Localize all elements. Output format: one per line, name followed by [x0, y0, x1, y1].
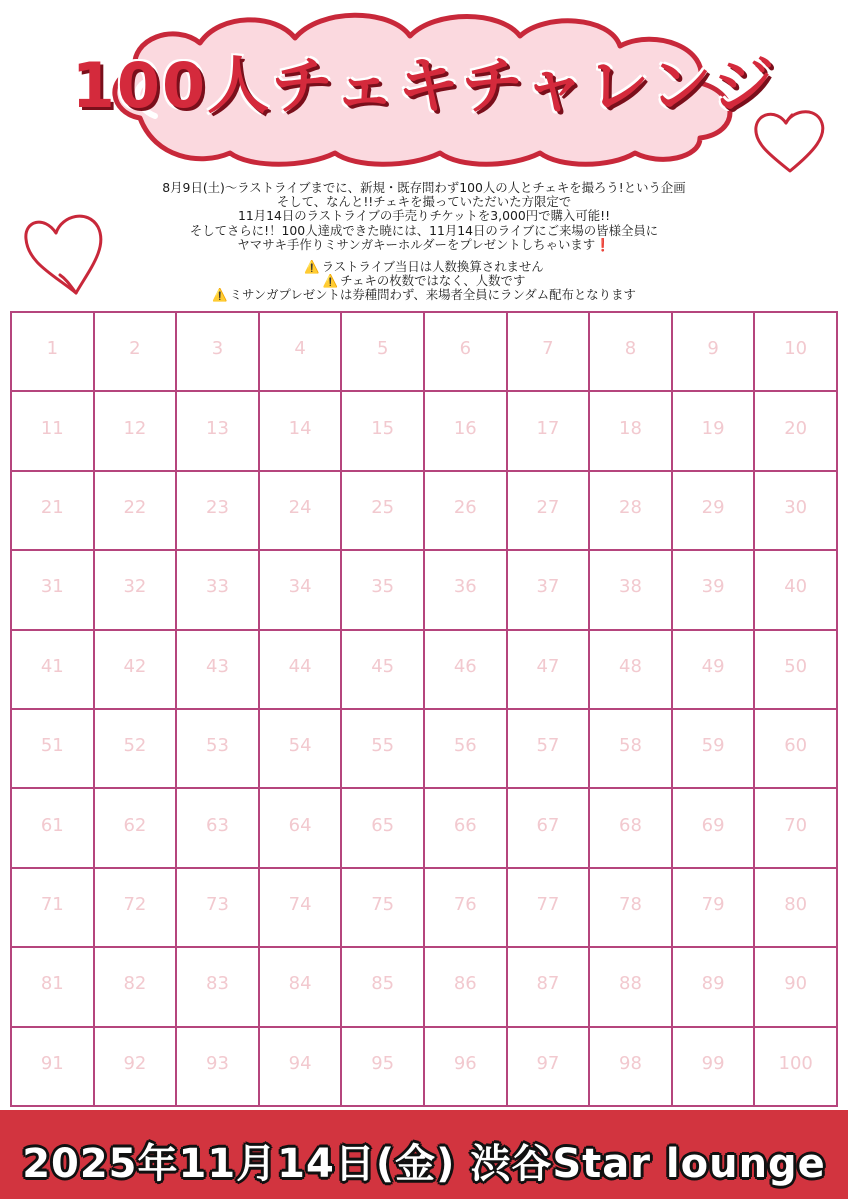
- grid-cell: 16: [425, 392, 508, 471]
- grid-cell: 15: [342, 392, 425, 471]
- grid-cell: 3: [177, 313, 260, 392]
- grid-cell: 45: [342, 631, 425, 710]
- grid-cell: 82: [95, 948, 178, 1027]
- grid-cell: 9: [673, 313, 756, 392]
- grid-cell: 36: [425, 551, 508, 630]
- grid-cell: 65: [342, 789, 425, 868]
- grid-cell: 1: [12, 313, 95, 392]
- grid-cell: 34: [260, 551, 343, 630]
- grid-cell: 19: [673, 392, 756, 471]
- grid-cell: 37: [508, 551, 591, 630]
- grid-cell: 21: [12, 472, 95, 551]
- grid-cell: 88: [590, 948, 673, 1027]
- grid-cell: 42: [95, 631, 178, 710]
- warning-icon: ⚠️: [304, 259, 320, 274]
- grid-cell: 87: [508, 948, 591, 1027]
- note-item: [100, 260, 748, 274]
- grid-cell: 47: [508, 631, 591, 710]
- grid-cell: 29: [673, 472, 756, 551]
- note-item: [100, 288, 748, 302]
- note-text: ミサンガプレゼントは券種問わず、来場者全員にランダム配布となります: [229, 287, 636, 303]
- grid-cell: 63: [177, 789, 260, 868]
- grid-cell: 92: [95, 1028, 178, 1107]
- stamp-grid: [10, 311, 838, 1107]
- grid-cell: 75: [342, 869, 425, 948]
- grid-cell: 6: [425, 313, 508, 392]
- grid-cell: 81: [12, 948, 95, 1027]
- grid-cell: 97: [508, 1028, 591, 1107]
- grid-cell: 40: [755, 551, 838, 630]
- grid-cell: 10: [755, 313, 838, 392]
- grid-cell: 50: [755, 631, 838, 710]
- grid-cell: 66: [425, 789, 508, 868]
- grid-cell: 70: [755, 789, 838, 868]
- grid-cell: 46: [425, 631, 508, 710]
- grid-cell: 18: [590, 392, 673, 471]
- grid-cell: 27: [508, 472, 591, 551]
- note-text: ラストライブ当日は人数換算されません: [321, 259, 544, 274]
- grid-cell: 62: [95, 789, 178, 868]
- grid-cell: 59: [673, 710, 756, 789]
- warning-icon: ⚠️: [322, 273, 339, 289]
- grid-cell: 4: [260, 313, 343, 392]
- description: [100, 181, 748, 252]
- grid-cell: 31: [12, 551, 95, 630]
- grid-cell: 58: [590, 710, 673, 789]
- grid-cell: 20: [755, 392, 838, 471]
- grid-cell: 30: [755, 472, 838, 551]
- grid-cell: 80: [755, 869, 838, 948]
- grid-cell: 71: [12, 869, 95, 948]
- exclamation-icon: ❗: [595, 236, 611, 252]
- grid-cell: 61: [12, 789, 95, 868]
- grid-cell: 100: [755, 1028, 838, 1107]
- grid-cell: 69: [673, 789, 756, 868]
- grid-cell: 99: [673, 1028, 756, 1107]
- grid-cell: 89: [673, 948, 756, 1027]
- grid-cell: 68: [590, 789, 673, 868]
- grid-cell: 32: [95, 551, 178, 630]
- grid-cell: 39: [673, 551, 756, 630]
- grid-cell: 13: [177, 392, 260, 471]
- description-line: 11月14日のラストライブの手売りチケットを3,000円で購入可能!!: [237, 208, 611, 224]
- grid-cell: 91: [12, 1028, 95, 1107]
- grid-cell: 5: [342, 313, 425, 392]
- grid-cell: 44: [260, 631, 343, 710]
- note-item: [100, 274, 748, 288]
- grid-cell: 84: [260, 948, 343, 1027]
- grid-cell: 74: [260, 869, 343, 948]
- grid-cell: 33: [177, 551, 260, 630]
- warning-icon: ⚠️: [212, 287, 228, 303]
- grid-cell: 41: [12, 631, 95, 710]
- description-line: ヤマサキ手作りミサンガキーホルダーをプレゼントしちゃいます: [237, 236, 596, 252]
- grid-cell: 96: [425, 1028, 508, 1107]
- grid-cell: 85: [342, 948, 425, 1027]
- footer-banner: [0, 1110, 848, 1199]
- grid-cell: 72: [95, 869, 178, 948]
- grid-cell: 2: [95, 313, 178, 392]
- grid-cell: 77: [508, 869, 591, 948]
- grid-cell: 22: [95, 472, 178, 551]
- grid-cell: 35: [342, 551, 425, 630]
- grid-cell: 54: [260, 710, 343, 789]
- grid-cell: 52: [95, 710, 178, 789]
- grid-cell: 12: [95, 392, 178, 471]
- grid-cell: 24: [260, 472, 343, 551]
- grid-cell: 28: [590, 472, 673, 551]
- grid-cell: 17: [508, 392, 591, 471]
- grid-cell: 25: [342, 472, 425, 551]
- grid-cell: 78: [590, 869, 673, 948]
- grid-cell: 49: [673, 631, 756, 710]
- grid-cell: 90: [755, 948, 838, 1027]
- heart-icon: [750, 105, 830, 177]
- grid-cell: 14: [260, 392, 343, 471]
- event-date-venue: 2025年11月14日(金) 渋谷Star lounge: [22, 1141, 826, 1187]
- grid-cell: 76: [425, 869, 508, 948]
- grid-cell: 51: [12, 710, 95, 789]
- grid-cell: 7: [508, 313, 591, 392]
- grid-cell: 55: [342, 710, 425, 789]
- page-title: 100人チェキチャレンジ: [71, 49, 777, 122]
- grid-cell: 95: [342, 1028, 425, 1107]
- grid-cell: 26: [425, 472, 508, 551]
- grid-cell: 73: [177, 869, 260, 948]
- description-line: そしてさらに!！100人達成できた暁には、11月14日のライブにご来場の皆様全員に: [189, 222, 659, 238]
- grid-cell: 98: [590, 1028, 673, 1107]
- grid-cell: 57: [508, 710, 591, 789]
- grid-cell: 23: [177, 472, 260, 551]
- grid-cell: 48: [590, 631, 673, 710]
- notes: [100, 260, 748, 303]
- grid-cell: 43: [177, 631, 260, 710]
- grid-cell: 67: [508, 789, 591, 868]
- description-line: そして、なんと!!チェキを撮っていただいた方限定で: [276, 194, 572, 210]
- note-text: チェキの枚数ではなく、人数です: [340, 273, 526, 289]
- grid-cell: 94: [260, 1028, 343, 1107]
- grid-cell: 93: [177, 1028, 260, 1107]
- description-line: 8月9日(土)〜ラストライブまでに、新規・既存問わず100人の人とチェキを撮ろう!という企画: [162, 180, 686, 195]
- grid-cell: 56: [425, 710, 508, 789]
- grid-cell: 53: [177, 710, 260, 789]
- grid-cell: 8: [590, 313, 673, 392]
- grid-cell: 60: [755, 710, 838, 789]
- grid-cell: 64: [260, 789, 343, 868]
- heart-icon: [18, 205, 108, 300]
- grid-cell: 79: [673, 869, 756, 948]
- description-line-with-mark: [100, 238, 748, 252]
- grid-cell: 86: [425, 948, 508, 1027]
- grid-cell: 83: [177, 948, 260, 1027]
- grid-cell: 11: [12, 392, 95, 471]
- grid-cell: 38: [590, 551, 673, 630]
